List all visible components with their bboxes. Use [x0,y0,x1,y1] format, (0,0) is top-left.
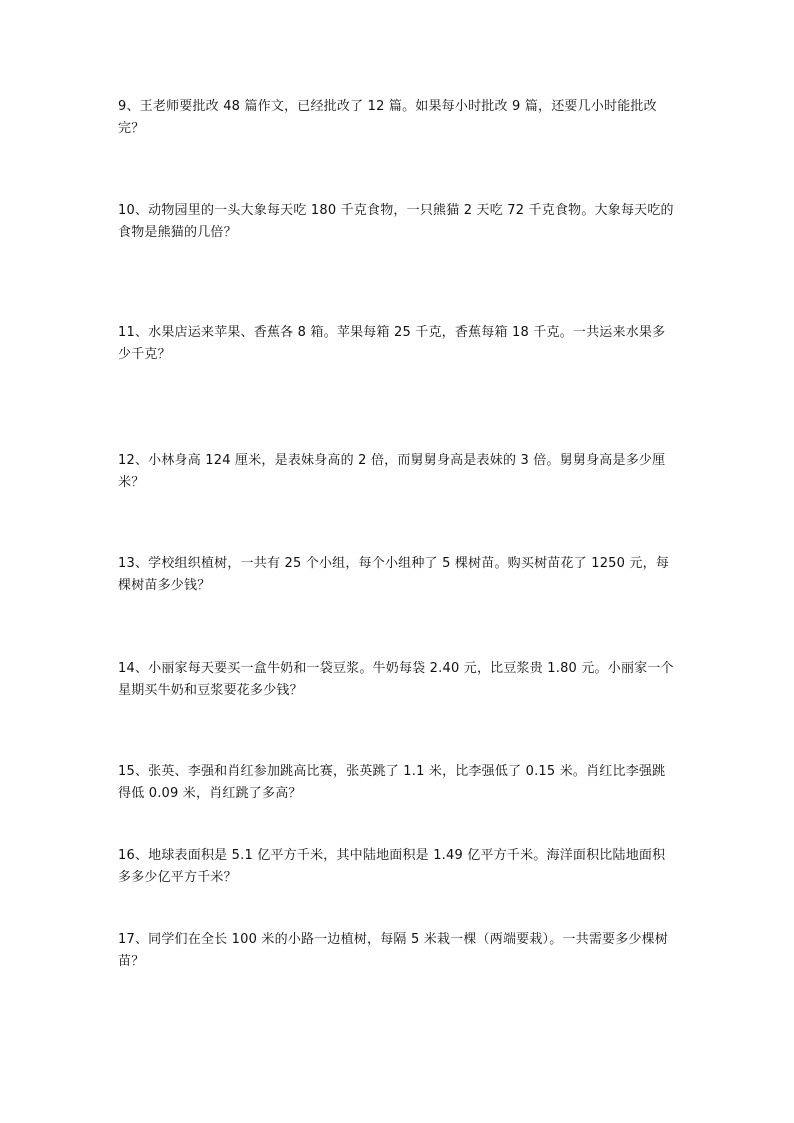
problem-16: 16、地球表面积是 5.1 亿平方千米，其中陆地面积是 1.49 亿平方千米。海洋面积比陆地面积多多少亿平方千米？ [118,848,666,885]
problem-10: 10、动物园里的一头大象每天吃 180 千克食物，一只熊猫 2 天吃 72 千克食物。大象每天吃的食物是熊猫的几倍？ [118,203,674,240]
problem-12: 12、小林身高 124 厘米，是表妹身高的 2 倍，而舅舅身高是表妹的 3 倍。舅舅身高是多少厘米？ [118,453,666,490]
problem-11: 11、水果店运来苹果、香蕉各 8 箱。苹果每箱 25 千克，香蕉每箱 18 千克。一共运来水果多少千克？ [118,325,666,362]
problem-14: 14、小丽家每天要买一盒牛奶和一袋豆浆。牛奶每袋 2.40 元，比豆浆贵 1.80 元。小丽家一个星期买牛奶和豆浆要花多少钱？ [118,661,674,698]
problem-13: 13、学校组织植树，一共有 25 个小组，每个小组种了 5 棵树苗。购买树苗花了 1250 元，每棵树苗多少钱？ [118,556,670,593]
problem-9: 9、王老师要批改 48 篇作文，已经批改了 12 篇。如果每小时批改 9 篇，还要几小时能批改完？ [118,99,657,136]
problem-17: 17、同学们在全长 100 米的小路一边植树，每隔 5 米栽一棵（两端要栽）。一共需要多少棵树苗？ [118,932,669,969]
problem-15: 15、张英、李强和肖红参加跳高比赛，张英跳了 1.1 米，比李强低了 0.15 米。肖红比李强跳得低 0.09 米，肖红跳了多高？ [118,764,666,801]
